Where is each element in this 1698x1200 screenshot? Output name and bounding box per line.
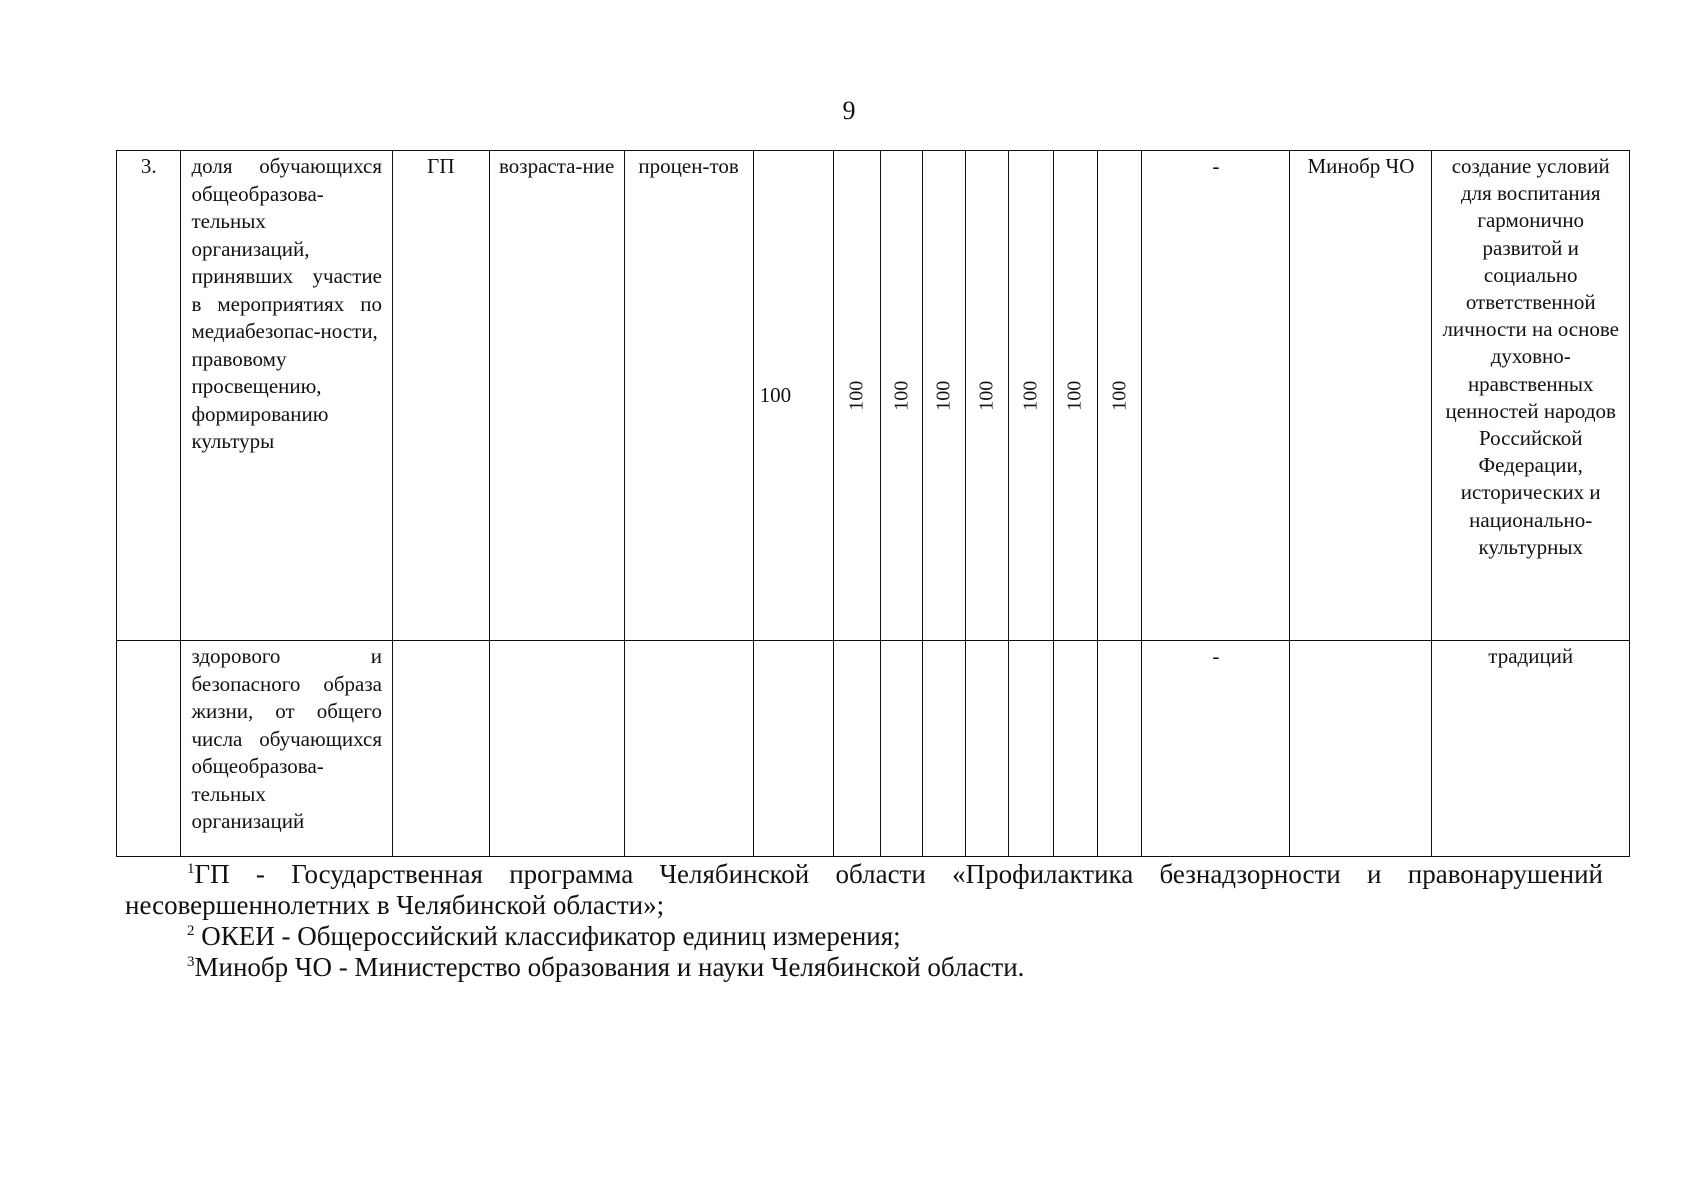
year-value-cell bbox=[1098, 151, 1142, 641]
program-cell: ГП bbox=[392, 151, 489, 641]
empty-cell bbox=[834, 641, 881, 857]
year-value: 100 bbox=[1107, 381, 1130, 411]
empty-cell bbox=[966, 641, 1009, 857]
year-value-cell bbox=[922, 151, 965, 641]
year-value: 100 bbox=[845, 381, 868, 411]
footnotes bbox=[125, 859, 1603, 983]
empty-cell bbox=[881, 641, 922, 857]
year-value-cell bbox=[881, 151, 922, 641]
footnote-mark: 1 bbox=[187, 861, 195, 877]
unit-cell: процен-тов bbox=[624, 151, 753, 641]
empty-cell bbox=[922, 641, 965, 857]
responsible-cell: Минобр ЧО bbox=[1290, 151, 1432, 641]
year-value: 100 bbox=[1019, 381, 1042, 411]
year-value: 100 bbox=[889, 381, 912, 411]
footnote-2 bbox=[125, 921, 1603, 952]
year-value-cell bbox=[834, 151, 881, 641]
empty-cell bbox=[624, 641, 753, 857]
year-value-cell bbox=[1053, 151, 1097, 641]
table-row bbox=[117, 641, 1630, 857]
goal-cell: создание условий для воспитания гармонично развитой и социально ответственной личности на основе духовно-нравственных ценностей народов Российской Федерации, исторических и национально-культурных bbox=[1432, 151, 1630, 641]
base-value-cell: 100 bbox=[753, 151, 834, 641]
empty-cell bbox=[753, 641, 834, 857]
extra-cell: - bbox=[1142, 641, 1290, 857]
direction-cell: возраста-ние bbox=[489, 151, 624, 641]
empty-cell bbox=[489, 641, 624, 857]
footnote-text: ГП - Государственная программа Челябинской области «Профилактика безнадзорности и правонарушений несовершеннолетних в Челябинской области»; bbox=[125, 859, 1603, 920]
indicators-table bbox=[116, 150, 1630, 857]
table-row bbox=[117, 151, 1630, 641]
indicator-description: доля обучающихся общеобразова-тельных организаций, принявших участие в мероприятиях по медиабезопас-ности, правовому просвещению, формированию культуры bbox=[181, 151, 393, 641]
footnote-mark: 3 bbox=[187, 954, 195, 970]
empty-cell bbox=[1098, 641, 1142, 857]
empty-cell bbox=[1053, 641, 1097, 857]
row-number: 3. bbox=[117, 151, 181, 641]
year-value: 100 bbox=[932, 381, 955, 411]
footnote-3 bbox=[125, 952, 1603, 983]
page-number: 9 bbox=[842, 96, 856, 125]
empty-cell bbox=[1290, 641, 1432, 857]
extra-cell: - bbox=[1142, 151, 1290, 641]
year-value: 100 bbox=[975, 381, 998, 411]
year-value-cell bbox=[966, 151, 1009, 641]
empty-cell bbox=[392, 641, 489, 857]
footnote-text: Минобр ЧО - Министерство образования и науки Челябинской области. bbox=[194, 952, 1025, 982]
empty-cell bbox=[1009, 641, 1053, 857]
year-value-cell bbox=[1009, 151, 1053, 641]
year-value: 100 bbox=[1063, 381, 1086, 411]
indicator-description-continued: здорового и безопасного образа жизни, от общего числа обучающихся общеобразова-тельных организаций bbox=[181, 641, 393, 857]
footnote-text: ОКЕИ - Общероссийский классификатор единиц измерения; bbox=[194, 921, 901, 951]
footnote-1 bbox=[125, 859, 1603, 921]
goal-cell-continued: традиций bbox=[1432, 641, 1630, 857]
empty-cell bbox=[117, 641, 181, 857]
footnote-mark: 2 bbox=[187, 923, 195, 939]
